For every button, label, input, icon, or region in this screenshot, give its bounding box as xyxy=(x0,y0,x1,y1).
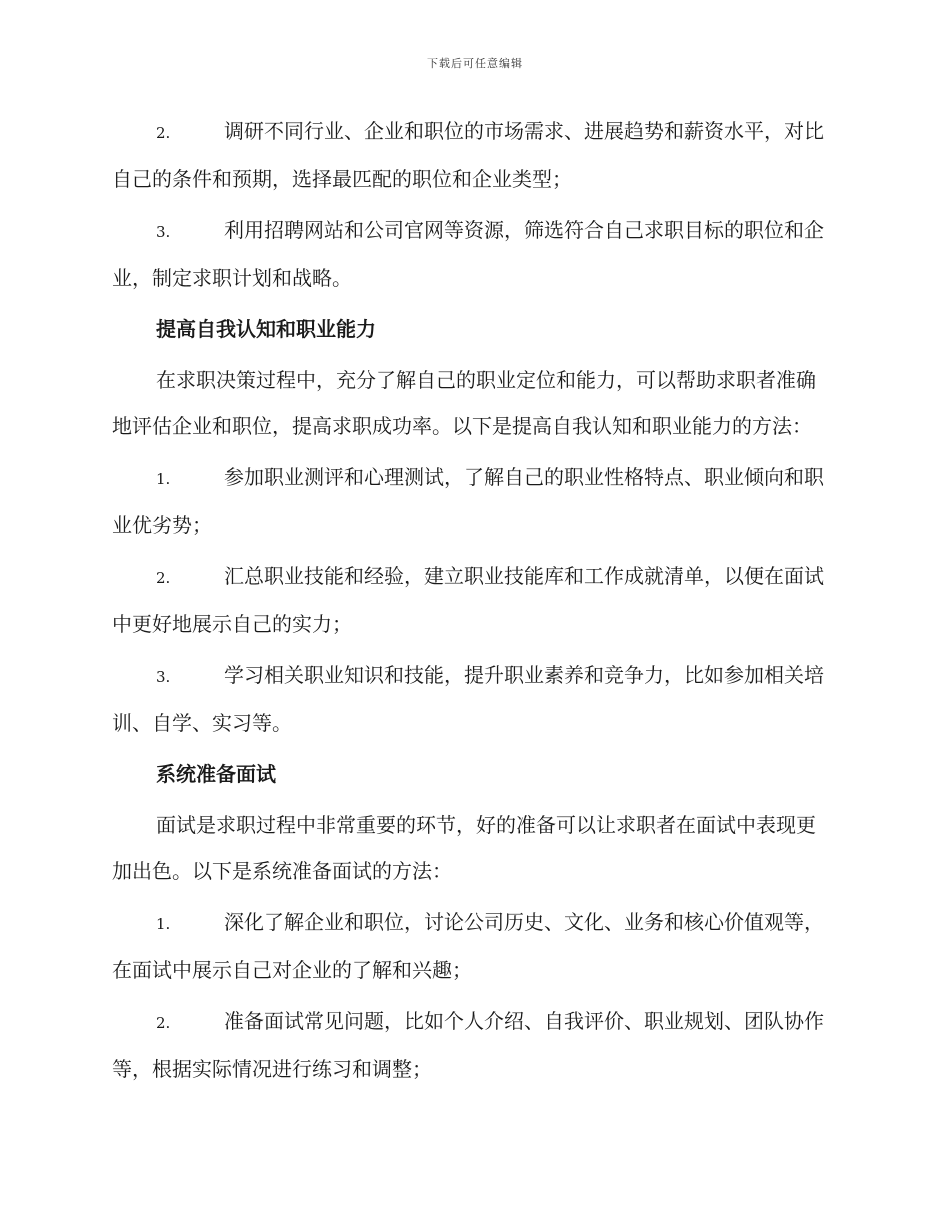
list-item-text: 学习相关职业知识和技能，提升职业素养和竞争力，比如参加相关培训、自学、实习等。 xyxy=(112,663,824,735)
list-item xyxy=(112,998,834,1092)
paragraph: 面试是求职过程中非常重要的环节，好的准备可以让求职者在面试中表现更加出色。以下是系统准备面试的方法： xyxy=(112,813,816,883)
list-item-text: 汇总职业技能和经验，建立职业技能库和工作成就清单，以便在面试中更好地展示自己的实力； xyxy=(112,564,824,636)
list-number: 1. xyxy=(156,470,171,488)
list-item xyxy=(112,108,834,202)
paragraph: 在求职决策过程中，充分了解自己的职业定位和能力，可以帮助求职者准确地评估企业和职位，提高求职成功率。以下是提高自我认知和职业能力的方法： xyxy=(112,368,816,438)
list-item-text: 深化了解企业和职位，讨论公司历史、文化、业务和核心价值观等，在面试中展示自己对企业的了解和兴趣； xyxy=(112,910,824,982)
page-header: 下载后可任意编辑 xyxy=(427,57,523,70)
list-item xyxy=(112,899,834,993)
list-item-text: 利用招聘网站和公司官网等资源，筛选符合自己求职目标的职位和企业，制定求职计划和战略。 xyxy=(112,218,824,290)
list-item-text: 准备面试常见问题，比如个人介绍、自我评价、职业规划、团队协作等，根据实际情况进行练习和调整； xyxy=(112,1009,824,1081)
list-item xyxy=(112,553,834,647)
list-item-text: 参加职业测评和心理测试，了解自己的职业性格特点、职业倾向和职业优劣势； xyxy=(112,465,824,537)
section-heading: 提高自我认知和职业能力 xyxy=(156,317,376,341)
list-item xyxy=(112,454,834,548)
list-number: 3. xyxy=(156,223,171,241)
document-body xyxy=(112,108,834,1097)
section-heading: 系统准备面试 xyxy=(156,762,276,786)
list-number: 2. xyxy=(156,124,171,142)
list-item xyxy=(112,652,834,746)
list-number: 3. xyxy=(156,668,171,686)
list-number: 1. xyxy=(156,915,171,933)
list-number: 2. xyxy=(156,569,171,587)
list-number: 2. xyxy=(156,1014,171,1032)
list-item-text: 调研不同行业、企业和职位的市场需求、进展趋势和薪资水平，对比自己的条件和预期，选择最匹配的职位和企业类型； xyxy=(112,119,824,191)
list-item xyxy=(112,207,834,301)
